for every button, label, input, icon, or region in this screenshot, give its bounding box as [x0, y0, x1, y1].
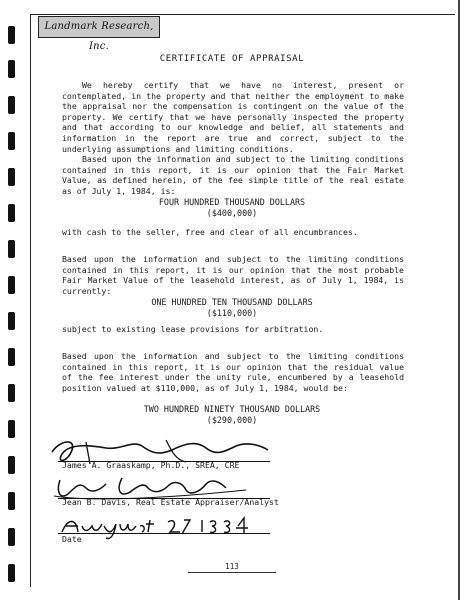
binder-hole [8, 492, 15, 510]
date-line [58, 533, 270, 534]
amount-3-words: TWO HUNDRED NINETY THOUSAND DOLLARS [143, 404, 321, 414]
certification-paragraph: We hereby certify that we have no interest, present or contemplated, in the property and that neither the employment to make the appraisal nor the compensation is contingent on the value of the property. We certify that we have personally inspected the property and that according to our knowledge and belief, all statements and information in the report are true and correct, subject to the underlying assumptions and limiting conditions. [62, 80, 404, 154]
binder-hole [8, 240, 15, 258]
fee-simple-paragraph: Based upon the information and subject to the limiting conditions contained in this report, it is our opinion that the Fair Market Value, as defined herein, of the fee simple title of the real estate as of July 1, 1984, is: [62, 154, 404, 196]
binder-hole [8, 26, 15, 44]
date-label: Date [62, 534, 82, 544]
binder-hole [8, 384, 15, 402]
amount-1-figure: ($400,000) [206, 208, 258, 218]
binder-hole [8, 528, 15, 546]
binder-hole [8, 456, 15, 474]
page-number-underline [188, 572, 276, 573]
amount-2-figure: ($110,000) [206, 308, 258, 318]
encumbrance-paragraph: with cash to the seller, free and clear of all encumbrances. [62, 227, 358, 237]
binder-hole [8, 348, 15, 366]
binder-hole [8, 168, 15, 186]
signer-2-name: Jean B. Davis, Real Estate Appraiser/Analyst [62, 497, 279, 507]
amount-3-figure: ($290,000) [206, 415, 258, 425]
document-title: CERTIFICATE OF APPRAISAL [159, 54, 305, 64]
handwritten-date [58, 512, 258, 540]
leasehold-paragraph: Based upon the information and subject to the limiting conditions contained in this report, it is our opinion that the most probable Fair Market Value of the leasehold interest, as of July 1, 1984, is currently: [62, 254, 404, 296]
page-number: 113 [225, 562, 239, 571]
binder-hole [8, 132, 15, 150]
amount-2-words: ONE HUNDRED TEN THOUSAND DOLLARS [151, 297, 313, 307]
signer-1-name: James A. Graaskamp, Ph.D., SREA, CRE [62, 460, 240, 470]
letterhead-logo: Landmark Research, Inc. [38, 16, 160, 38]
residual-paragraph: Based upon the information and subject to the limiting conditions contained in this report, it is our opinion that the residual value of the fee interest under the unity rule, encumbered by a leasehold position valued at $110,000, as of July 1, 1984, would be: [62, 351, 404, 393]
binder-hole [8, 276, 15, 294]
amount-1-words: FOUR HUNDRED THOUSAND DOLLARS [158, 197, 306, 207]
binder-hole [8, 96, 15, 114]
arbitration-paragraph: subject to existing lease provisions for arbitration. [62, 324, 324, 334]
